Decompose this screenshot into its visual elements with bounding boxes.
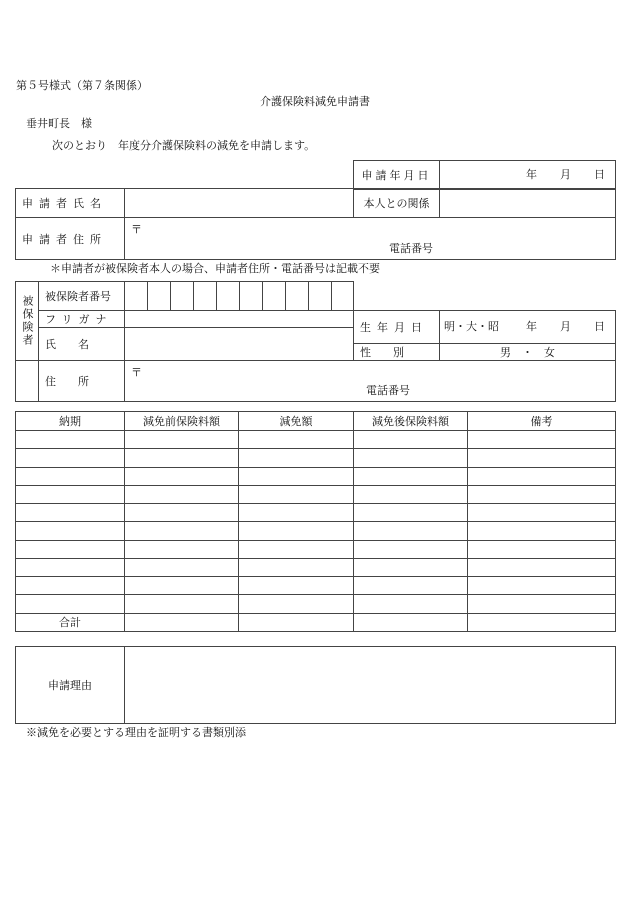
birth-month-unit: 月 [560,320,571,333]
table-row [16,431,616,449]
cell[interactable] [16,449,125,467]
cell[interactable] [468,449,616,467]
addressee: 垂井町長 様 [26,117,92,130]
insured-number-digit[interactable] [125,282,148,311]
blank-area [354,282,616,311]
cell[interactable] [125,504,239,522]
header-remarks: 備考 [468,412,616,431]
cell[interactable] [16,504,125,522]
cell[interactable] [468,540,616,558]
cell[interactable] [468,431,616,449]
cell[interactable] [468,522,616,540]
insured-address-field[interactable] [125,361,616,402]
insured-name-field[interactable] [125,328,354,361]
insured-number-digit[interactable] [217,282,240,311]
cell[interactable] [468,485,616,503]
total-before-field[interactable] [125,613,239,631]
cell[interactable] [16,522,125,540]
total-row [16,613,616,631]
cell[interactable] [239,485,354,503]
cell[interactable] [16,577,125,595]
furigana-label: フリガナ [39,311,125,328]
total-label: 合計 [16,613,125,631]
cell[interactable] [468,577,616,595]
cell[interactable] [125,558,239,576]
cell[interactable] [239,577,354,595]
insured-number-digit[interactable] [194,282,217,311]
form-number: 第５号様式（第７条関係） [16,79,148,92]
cell[interactable] [354,449,468,467]
amount-table [15,411,616,632]
insured-section-text: 被保険者 [21,295,34,347]
application-date-table [353,160,616,190]
table-row [16,522,616,540]
cell[interactable] [354,522,468,540]
birth-date-field[interactable] [440,311,616,344]
table-row [16,504,616,522]
phone-label: 電話番号 [366,384,410,397]
cell[interactable] [125,467,239,485]
insured-number-digit[interactable] [263,282,286,311]
cell[interactable] [16,558,125,576]
insured-table [15,281,616,402]
birth-year-unit: 年 [526,320,537,333]
cell[interactable] [354,485,468,503]
cell[interactable] [16,467,125,485]
postal-mark: 〒 [131,223,142,236]
cell[interactable] [16,485,125,503]
page-title: 介護保険料減免申請書 [260,95,370,108]
cell[interactable] [125,449,239,467]
table-row [16,577,616,595]
cell[interactable] [125,595,239,613]
insured-number-digit[interactable] [171,282,194,311]
cell[interactable] [239,467,354,485]
table-row [16,540,616,558]
insured-number-digit[interactable] [332,282,354,311]
phone-label: 電話番号 [389,242,433,255]
total-after-field[interactable] [354,613,468,631]
cell[interactable] [354,577,468,595]
date-day-unit: 日 [594,168,605,181]
cell[interactable] [239,522,354,540]
insured-section-label [16,282,39,361]
insured-address-label: 住 所 [39,361,125,402]
table-row [16,558,616,576]
header-due-date: 納期 [16,412,125,431]
insured-name-label: 氏 名 [39,328,125,361]
cell[interactable] [16,540,125,558]
gender-options[interactable]: 男 ・ 女 [440,344,616,361]
cell[interactable] [354,558,468,576]
total-remarks-field[interactable] [468,613,616,631]
cell[interactable] [16,431,125,449]
cell[interactable] [125,540,239,558]
table-row [16,449,616,467]
header-reduction: 減免額 [239,412,354,431]
relation-field[interactable] [440,189,616,218]
cell[interactable] [239,449,354,467]
cell[interactable] [354,431,468,449]
cell[interactable] [125,431,239,449]
cell[interactable] [468,595,616,613]
cell[interactable] [125,522,239,540]
cell[interactable] [354,540,468,558]
cell[interactable] [239,558,354,576]
birth-date-label: 生年月日 [354,311,440,344]
insured-number-digit[interactable] [286,282,309,311]
applicant-address-field[interactable] [125,218,616,260]
application-date-field[interactable] [440,161,616,190]
cell[interactable] [468,504,616,522]
cell[interactable] [354,595,468,613]
reason-table [15,646,616,724]
intro-text: 次のとおり 年度分介護保険料の減免を申請します。 [52,139,316,152]
table-row [16,467,616,485]
reason-label: 申請理由 [16,647,125,724]
cell[interactable] [239,595,354,613]
cell[interactable] [16,595,125,613]
cell[interactable] [354,467,468,485]
era-options: 明・大・昭 [444,320,499,333]
cell[interactable] [468,467,616,485]
header-after-amount: 減免後保険料額 [354,412,468,431]
cell[interactable] [239,431,354,449]
date-year-unit: 年 [526,168,537,181]
insured-number-digit[interactable] [148,282,171,311]
table-row [16,595,616,613]
birth-day-unit: 日 [594,320,605,333]
cell[interactable] [468,558,616,576]
applicant-name-label: 申請者氏名 [16,189,125,218]
furigana-field[interactable] [125,311,354,328]
table-row [16,485,616,503]
cell[interactable] [125,485,239,503]
cell[interactable] [239,504,354,522]
insured-number-digit[interactable] [309,282,332,311]
insured-section-tail [16,361,39,402]
reason-footnote: ※減免を必要とする理由を証明する書類別添 [26,726,246,739]
total-reduction-field[interactable] [239,613,354,631]
applicant-table [15,188,616,260]
date-month-unit: 月 [560,168,571,181]
cell[interactable] [125,577,239,595]
insured-number-label: 被保険者番号 [39,282,125,311]
applicant-address-label: 申請者住所 [16,218,125,260]
cell[interactable] [354,504,468,522]
application-date-label: 申請年月日 [354,161,440,190]
insured-number-digit[interactable] [240,282,263,311]
gender-label: 性 別 [354,344,440,361]
relation-label: 本人との関係 [354,189,440,218]
applicant-name-field[interactable] [125,189,354,218]
cell[interactable] [239,540,354,558]
header-before-amount: 減免前保険料額 [125,412,239,431]
reason-field[interactable] [125,647,616,724]
applicant-note: ＊申請者が被保険者本人の場合、申請者住所・電話番号は記載不要 [50,262,380,275]
postal-mark: 〒 [131,366,142,379]
